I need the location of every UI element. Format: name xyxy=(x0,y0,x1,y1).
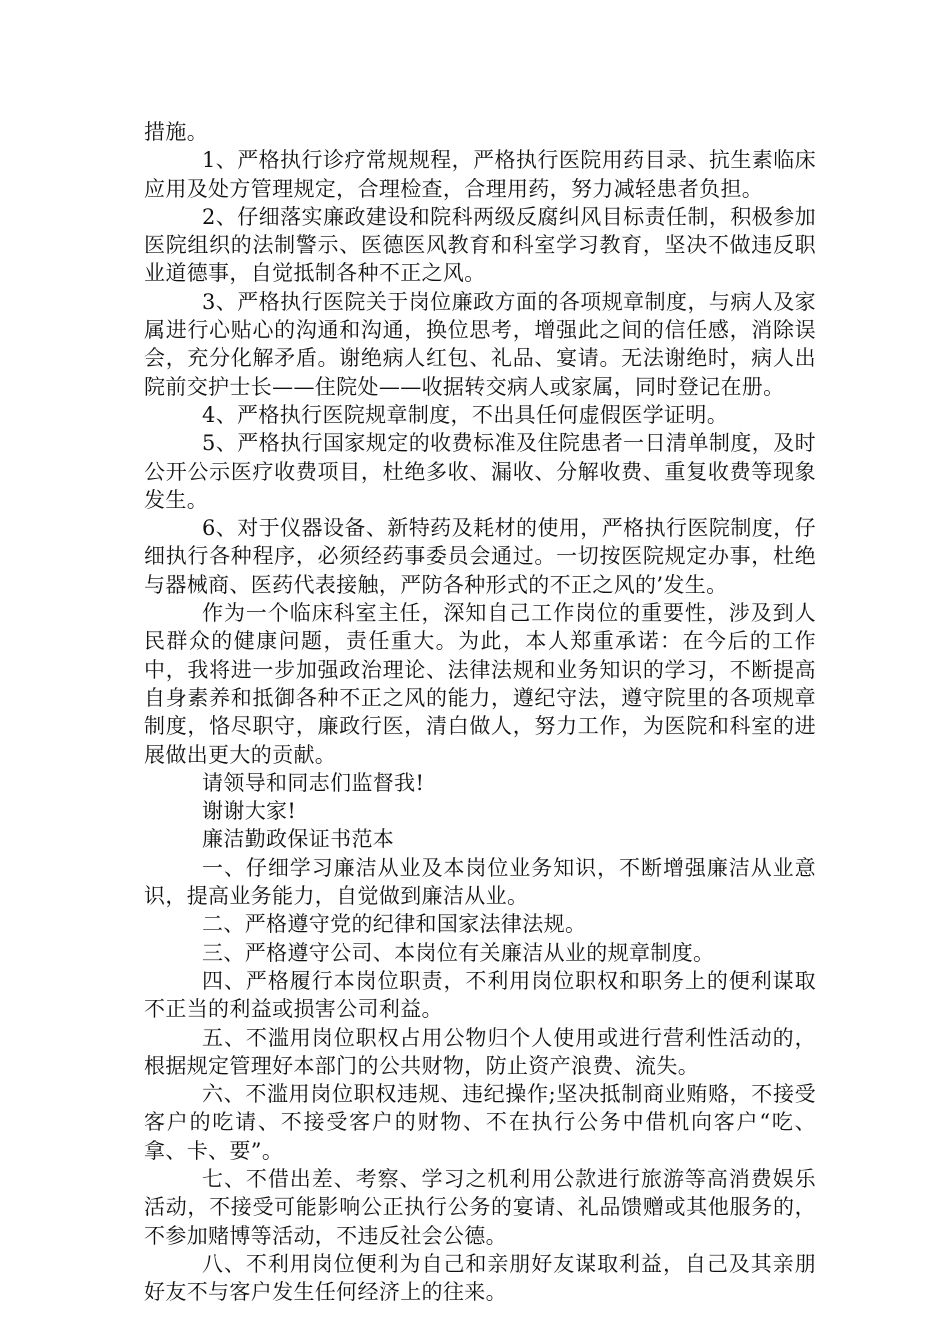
pledge-item-2: 二、严格遵守党的纪律和国家法律法规。 xyxy=(202,912,587,937)
pledge-item-4: 四、严格履行本岗位职责，不利用岗位职权和职务上的便利谋取不正当的利益或损害公司利益。 xyxy=(144,968,816,1022)
pledge-item-6: 六、不滥用岗位职权违规、违纪操作;坚决抵制商业贿赂，不接受客户的吃请、不接受客户的财物、不在执行公务中借机向客户“吃、拿、卡、要”。 xyxy=(144,1082,816,1163)
paragraph-commitment: 作为一个临床科室主任，深知自己工作岗位的重要性，涉及到人民群众的健康问题，责任重大。为此，本人郑重承诺：在今后的工作中，我将进一步加强政治理论、法律法规和业务知识的学习，不断提高自身素养和抵御各种不正之风的能力，遵纪守法，遵守院里的各项规章制度，恪尽职守，廉政行医，清白做人，努力工作，为医院和科室的进展做出更大的贡献。 xyxy=(144,601,816,767)
paragraph-request: 请领导和同志们监督我! xyxy=(202,770,425,795)
section-heading: 廉洁勤政保证书范本 xyxy=(202,827,395,852)
paragraph-item-5: 5、严格执行国家规定的收费标准及住院患者一日清单制度，及时公开公示医疗收费项目，杜绝多收、漏收、分解收费、重复收费等现象发生。 xyxy=(144,431,816,512)
document-body xyxy=(144,118,816,1306)
paragraph-continuation: 措施。 xyxy=(144,120,209,144)
paragraph-item-2: 2、仔细落实廉政建设和院科两级反腐纠风目标责任制，积极参加医院组织的法制警示、医德医风教育和科室学习教育，坚决不做违反职业道德事，自觉抵制各种不正之风。 xyxy=(144,204,816,286)
paragraph-item-3: 3、严格执行医院关于岗位廉政方面的各项规章制度，与病人及家属进行心贴心的沟通和沟通，换位思考，增强此之间的信任感，消除误会，充分化解矛盾。谢绝病人红包、礼品、宴请。无法谢绝时，病人出院前交护士长——住院处——收据转交病人或家属，同时登记在册。 xyxy=(144,289,816,399)
pledge-item-3: 三、严格遵守公司、本岗位有关廉洁从业的规章制度。 xyxy=(202,940,715,965)
pledge-item-5: 五、不滥用岗位职权占用公物归个人使用或进行营利性活动的，根据规定管理好本部门的公共财物，防止资产浪费、流失。 xyxy=(144,1025,816,1078)
paragraph-thanks: 谢谢大家! xyxy=(202,799,297,824)
paragraph-item-1: 1、严格执行诊疗常规规程，严格执行医院用药目录、抗生素临床应用及处方管理规定，合理检查，合理用药，努力减轻患者负担。 xyxy=(144,148,816,201)
pledge-item-8: 八、不利用岗位便利为自己和亲朋好友谋取利益，自己及其亲朋好友不与客户发生任何经济上的往来。 xyxy=(144,1251,816,1305)
pledge-item-1: 一、仔细学习廉洁从业及本岗位业务知识，不断增强廉洁从业意识，提高业务能力，自觉做到廉洁从业。 xyxy=(144,855,816,909)
paragraph-item-4: 4、严格执行医院规章制度，不出具任何虚假医学证明。 xyxy=(202,402,729,427)
pledge-item-7: 七、不借出差、考察、学习之机利用公款进行旅游等高消费娱乐活动，不接受可能影响公正执行公务的宴请、礼品馈赠或其他服务的，不参加赌博等活动，不违反社会公德。 xyxy=(144,1166,816,1248)
paragraph-item-6: 6、对于仪器设备、新特药及耗材的使用，严格执行医院制度，仔细执行各种程序，必须经药事委员会通过。一切按医院规定办事，杜绝与器械商、医药代表接触，严防各种形式的不正之风的’发生。 xyxy=(144,516,816,597)
